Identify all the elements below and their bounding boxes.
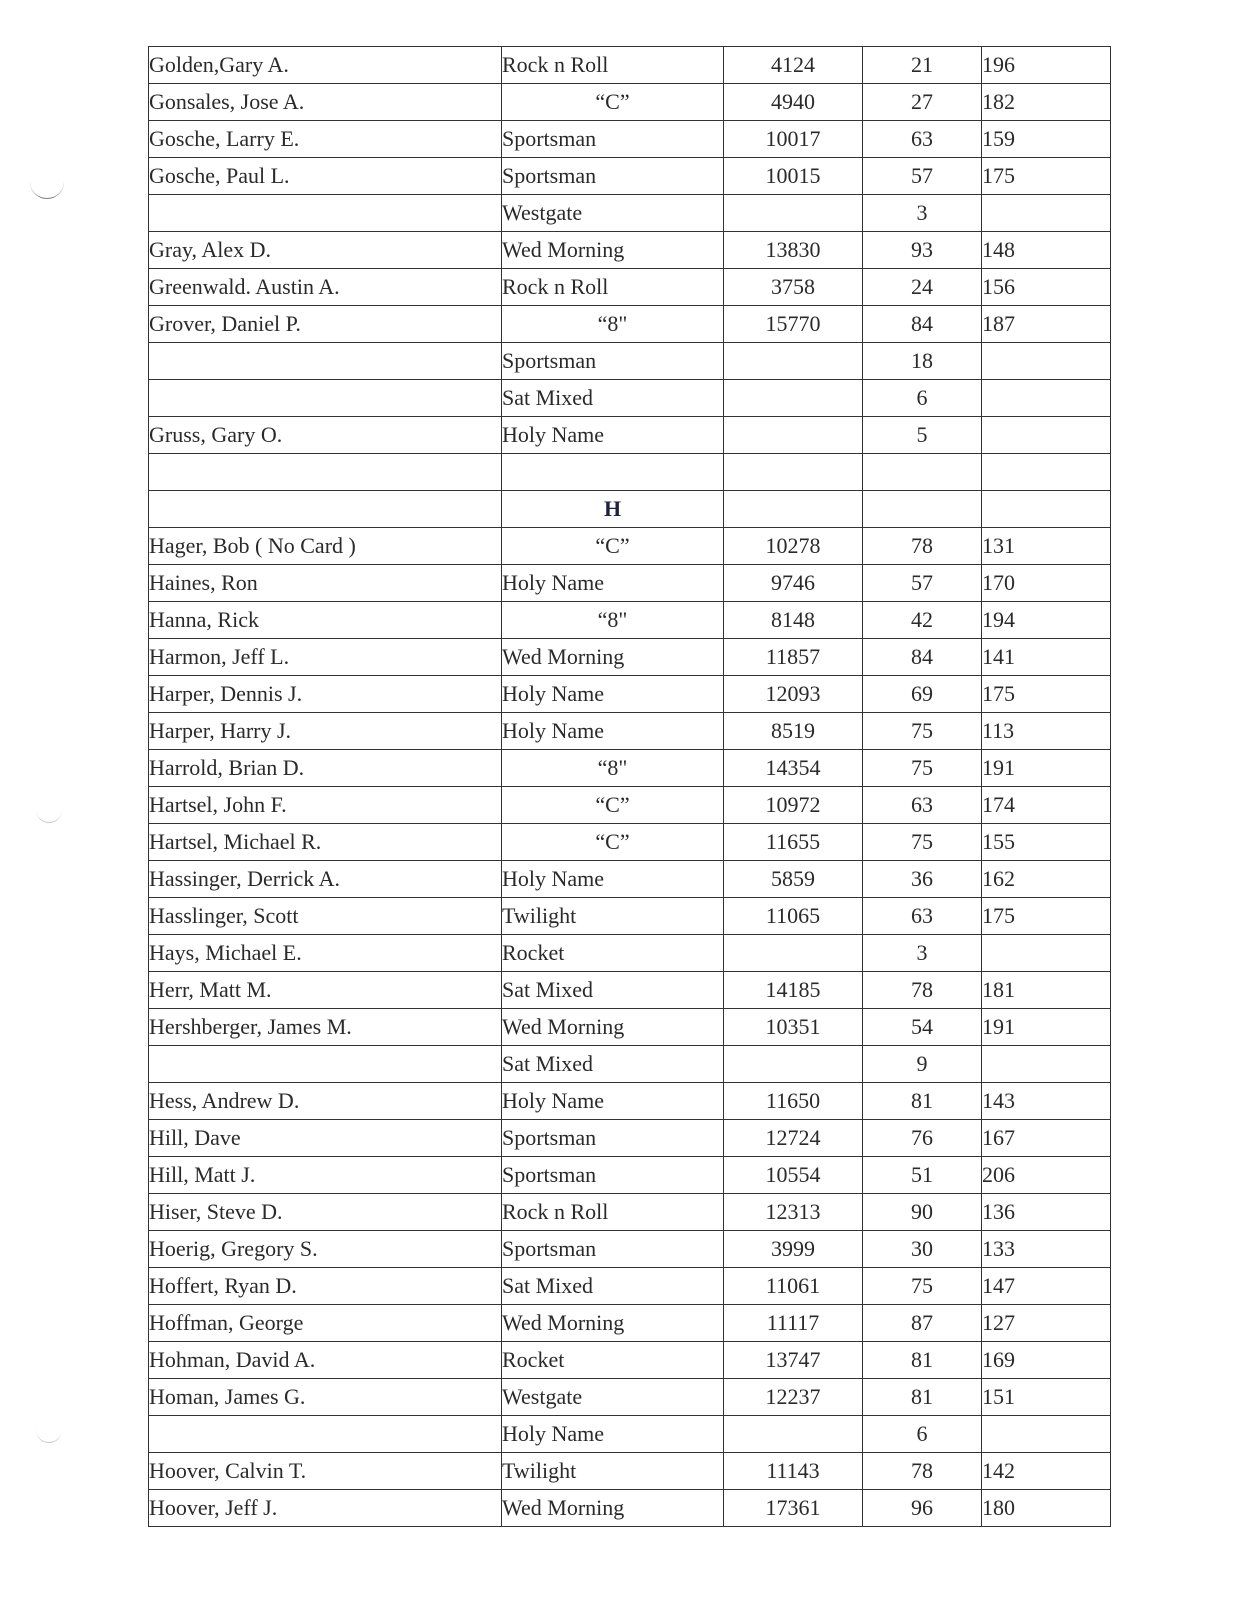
average-cell: 142 bbox=[982, 1453, 1111, 1490]
total-pins-cell: 8519 bbox=[724, 713, 863, 750]
average-cell: 182 bbox=[982, 84, 1111, 121]
total-pins-cell: 14354 bbox=[724, 750, 863, 787]
table-row bbox=[149, 84, 1111, 121]
table-row bbox=[149, 1305, 1111, 1342]
total-pins-cell: 5859 bbox=[724, 861, 863, 898]
average-cell bbox=[982, 1046, 1111, 1083]
total-pins-cell: 4124 bbox=[724, 47, 863, 84]
table-row bbox=[149, 1009, 1111, 1046]
total-pins-cell: 17361 bbox=[724, 1490, 863, 1527]
league-cell: Holy Name bbox=[502, 417, 724, 454]
average-cell bbox=[982, 195, 1111, 232]
league-cell: “8" bbox=[502, 750, 724, 787]
games-cell: 75 bbox=[863, 824, 982, 861]
bowler-name-cell: Harrold, Brian D. bbox=[149, 750, 502, 787]
roster-body bbox=[149, 47, 1111, 1527]
average-cell: 175 bbox=[982, 898, 1111, 935]
table-row bbox=[149, 1046, 1111, 1083]
total-pins-cell bbox=[724, 417, 863, 454]
table-row bbox=[149, 528, 1111, 565]
table-row bbox=[149, 195, 1111, 232]
bowler-name-cell: Hoover, Jeff J. bbox=[149, 1490, 502, 1527]
games-cell: 63 bbox=[863, 121, 982, 158]
total-pins-cell: 11117 bbox=[724, 1305, 863, 1342]
average-cell: 174 bbox=[982, 787, 1111, 824]
total-pins-cell: 11065 bbox=[724, 898, 863, 935]
bowler-name-cell bbox=[149, 1416, 502, 1453]
table-row bbox=[149, 1342, 1111, 1379]
total-pins-cell: 12313 bbox=[724, 1194, 863, 1231]
league-cell: Holy Name bbox=[502, 713, 724, 750]
league-cell: Holy Name bbox=[502, 565, 724, 602]
average-cell bbox=[982, 491, 1111, 528]
bowler-name-cell: Hassinger, Derrick A. bbox=[149, 861, 502, 898]
league-cell: Sportsman bbox=[502, 158, 724, 195]
average-cell: 156 bbox=[982, 269, 1111, 306]
average-cell: 133 bbox=[982, 1231, 1111, 1268]
bowler-name-cell: Gonsales, Jose A. bbox=[149, 84, 502, 121]
league-cell: “C” bbox=[502, 84, 724, 121]
bowler-name-cell: Hartsel, Michael R. bbox=[149, 824, 502, 861]
total-pins-cell: 10278 bbox=[724, 528, 863, 565]
league-cell: Sportsman bbox=[502, 1157, 724, 1194]
league-cell: Sportsman bbox=[502, 343, 724, 380]
games-cell: 69 bbox=[863, 676, 982, 713]
bowler-name-cell bbox=[149, 380, 502, 417]
table-row bbox=[149, 898, 1111, 935]
games-cell: 78 bbox=[863, 528, 982, 565]
league-cell: Sat Mixed bbox=[502, 972, 724, 1009]
games-cell: 9 bbox=[863, 1046, 982, 1083]
league-cell: “C” bbox=[502, 824, 724, 861]
table-row bbox=[149, 1194, 1111, 1231]
league-cell: Sat Mixed bbox=[502, 1046, 724, 1083]
table-row bbox=[149, 565, 1111, 602]
table-row bbox=[149, 787, 1111, 824]
average-cell: 206 bbox=[982, 1157, 1111, 1194]
section-letter: H bbox=[502, 491, 724, 528]
bowler-name-cell: Hasslinger, Scott bbox=[149, 898, 502, 935]
bowler-name-cell: Harper, Dennis J. bbox=[149, 676, 502, 713]
league-cell: Sportsman bbox=[502, 121, 724, 158]
games-cell: 3 bbox=[863, 195, 982, 232]
table-row bbox=[149, 935, 1111, 972]
total-pins-cell: 10351 bbox=[724, 1009, 863, 1046]
average-cell: 191 bbox=[982, 750, 1111, 787]
total-pins-cell: 11857 bbox=[724, 639, 863, 676]
total-pins-cell: 3999 bbox=[724, 1231, 863, 1268]
games-cell: 6 bbox=[863, 380, 982, 417]
bowler-name-cell: Herr, Matt M. bbox=[149, 972, 502, 1009]
average-cell: 113 bbox=[982, 713, 1111, 750]
bowler-name-cell: Homan, James G. bbox=[149, 1379, 502, 1416]
total-pins-cell bbox=[724, 1046, 863, 1083]
bowler-name-cell bbox=[149, 195, 502, 232]
total-pins-cell: 14185 bbox=[724, 972, 863, 1009]
games-cell: 42 bbox=[863, 602, 982, 639]
bowler-name-cell: Hanna, Rick bbox=[149, 602, 502, 639]
table-row bbox=[149, 269, 1111, 306]
total-pins-cell: 8148 bbox=[724, 602, 863, 639]
bowler-name-cell: Harmon, Jeff L. bbox=[149, 639, 502, 676]
average-cell bbox=[982, 1416, 1111, 1453]
league-cell: Rocket bbox=[502, 935, 724, 972]
table-row bbox=[149, 602, 1111, 639]
games-cell: 18 bbox=[863, 343, 982, 380]
bowler-name-cell: Gosche, Larry E. bbox=[149, 121, 502, 158]
games-cell: 54 bbox=[863, 1009, 982, 1046]
total-pins-cell: 10972 bbox=[724, 787, 863, 824]
bowler-name-cell: Haines, Ron bbox=[149, 565, 502, 602]
hole-punch-mark bbox=[36, 810, 62, 823]
table-row bbox=[149, 454, 1111, 491]
bowler-name-cell: Hill, Matt J. bbox=[149, 1157, 502, 1194]
total-pins-cell bbox=[724, 343, 863, 380]
average-cell: 175 bbox=[982, 676, 1111, 713]
total-pins-cell: 12237 bbox=[724, 1379, 863, 1416]
total-pins-cell: 10017 bbox=[724, 121, 863, 158]
table-row bbox=[149, 306, 1111, 343]
games-cell: 57 bbox=[863, 158, 982, 195]
total-pins-cell: 13830 bbox=[724, 232, 863, 269]
games-cell: 36 bbox=[863, 861, 982, 898]
games-cell: 30 bbox=[863, 1231, 982, 1268]
games-cell: 75 bbox=[863, 750, 982, 787]
league-cell: Wed Morning bbox=[502, 1490, 724, 1527]
bowler-roster-table bbox=[148, 46, 1111, 1527]
average-cell: 170 bbox=[982, 565, 1111, 602]
league-cell: Rocket bbox=[502, 1342, 724, 1379]
total-pins-cell bbox=[724, 195, 863, 232]
table-row bbox=[149, 343, 1111, 380]
bowler-name-cell: Hartsel, John F. bbox=[149, 787, 502, 824]
league-cell: “C” bbox=[502, 528, 724, 565]
games-cell: 76 bbox=[863, 1120, 982, 1157]
bowler-name-cell: Gosche, Paul L. bbox=[149, 158, 502, 195]
average-cell: 131 bbox=[982, 528, 1111, 565]
table-row bbox=[149, 713, 1111, 750]
average-cell: 127 bbox=[982, 1305, 1111, 1342]
league-cell: Rock n Roll bbox=[502, 1194, 724, 1231]
games-cell: 51 bbox=[863, 1157, 982, 1194]
average-cell: 143 bbox=[982, 1083, 1111, 1120]
total-pins-cell bbox=[724, 454, 863, 491]
total-pins-cell: 15770 bbox=[724, 306, 863, 343]
league-cell: Sportsman bbox=[502, 1120, 724, 1157]
league-cell: Twilight bbox=[502, 898, 724, 935]
average-cell: 136 bbox=[982, 1194, 1111, 1231]
average-cell: 194 bbox=[982, 602, 1111, 639]
bowler-name-cell: Gruss, Gary O. bbox=[149, 417, 502, 454]
games-cell: 24 bbox=[863, 269, 982, 306]
total-pins-cell bbox=[724, 380, 863, 417]
bowler-name-cell: Hager, Bob ( No Card ) bbox=[149, 528, 502, 565]
bowler-name-cell bbox=[149, 454, 502, 491]
games-cell: 93 bbox=[863, 232, 982, 269]
table-row bbox=[149, 417, 1111, 454]
games-cell: 81 bbox=[863, 1083, 982, 1120]
league-cell: Rock n Roll bbox=[502, 269, 724, 306]
average-cell: 155 bbox=[982, 824, 1111, 861]
games-cell: 75 bbox=[863, 713, 982, 750]
bowler-name-cell: Hoffman, George bbox=[149, 1305, 502, 1342]
total-pins-cell: 11655 bbox=[724, 824, 863, 861]
average-cell: 147 bbox=[982, 1268, 1111, 1305]
bowler-name-cell: Hoffert, Ryan D. bbox=[149, 1268, 502, 1305]
table-row bbox=[149, 47, 1111, 84]
bowler-name-cell bbox=[149, 491, 502, 528]
bowler-name-cell: Gray, Alex D. bbox=[149, 232, 502, 269]
table-row bbox=[149, 1379, 1111, 1416]
total-pins-cell bbox=[724, 1416, 863, 1453]
average-cell: 141 bbox=[982, 639, 1111, 676]
table-row bbox=[149, 1416, 1111, 1453]
hole-punch-mark bbox=[36, 1430, 62, 1443]
average-cell: 159 bbox=[982, 121, 1111, 158]
league-cell: “8" bbox=[502, 306, 724, 343]
bowler-name-cell bbox=[149, 1046, 502, 1083]
bowler-name-cell: Golden,Gary A. bbox=[149, 47, 502, 84]
league-cell: Westgate bbox=[502, 195, 724, 232]
bowler-name-cell: Hershberger, James M. bbox=[149, 1009, 502, 1046]
league-cell: Wed Morning bbox=[502, 639, 724, 676]
total-pins-cell: 3758 bbox=[724, 269, 863, 306]
table-row bbox=[149, 1490, 1111, 1527]
league-cell: Rock n Roll bbox=[502, 47, 724, 84]
league-cell bbox=[502, 454, 724, 491]
average-cell: 196 bbox=[982, 47, 1111, 84]
league-cell: Wed Morning bbox=[502, 232, 724, 269]
bowler-name-cell: Hiser, Steve D. bbox=[149, 1194, 502, 1231]
average-cell bbox=[982, 935, 1111, 972]
table-row bbox=[149, 824, 1111, 861]
table-row bbox=[149, 121, 1111, 158]
games-cell: 3 bbox=[863, 935, 982, 972]
games-cell: 84 bbox=[863, 306, 982, 343]
league-cell: Wed Morning bbox=[502, 1009, 724, 1046]
table-row bbox=[149, 861, 1111, 898]
average-cell: 187 bbox=[982, 306, 1111, 343]
league-cell: Sat Mixed bbox=[502, 380, 724, 417]
games-cell: 78 bbox=[863, 1453, 982, 1490]
games-cell: 81 bbox=[863, 1379, 982, 1416]
league-cell: Holy Name bbox=[502, 1416, 724, 1453]
average-cell bbox=[982, 380, 1111, 417]
league-cell: Westgate bbox=[502, 1379, 724, 1416]
total-pins-cell: 10554 bbox=[724, 1157, 863, 1194]
table-row bbox=[149, 1231, 1111, 1268]
average-cell: 167 bbox=[982, 1120, 1111, 1157]
games-cell: 5 bbox=[863, 417, 982, 454]
total-pins-cell: 13747 bbox=[724, 1342, 863, 1379]
total-pins-cell: 12724 bbox=[724, 1120, 863, 1157]
games-cell: 81 bbox=[863, 1342, 982, 1379]
games-cell: 87 bbox=[863, 1305, 982, 1342]
table-row bbox=[149, 1083, 1111, 1120]
bowler-name-cell: Hoerig, Gregory S. bbox=[149, 1231, 502, 1268]
total-pins-cell: 4940 bbox=[724, 84, 863, 121]
bowler-name-cell: Hohman, David A. bbox=[149, 1342, 502, 1379]
average-cell: 191 bbox=[982, 1009, 1111, 1046]
league-cell: “C” bbox=[502, 787, 724, 824]
average-cell bbox=[982, 454, 1111, 491]
league-cell: Holy Name bbox=[502, 1083, 724, 1120]
games-cell: 6 bbox=[863, 1416, 982, 1453]
average-cell: 181 bbox=[982, 972, 1111, 1009]
bowler-name-cell: Hays, Michael E. bbox=[149, 935, 502, 972]
table-row bbox=[149, 1157, 1111, 1194]
average-cell: 169 bbox=[982, 1342, 1111, 1379]
bowler-name-cell: Harper, Harry J. bbox=[149, 713, 502, 750]
games-cell: 27 bbox=[863, 84, 982, 121]
games-cell: 21 bbox=[863, 47, 982, 84]
table-row bbox=[149, 1453, 1111, 1490]
games-cell: 90 bbox=[863, 1194, 982, 1231]
league-cell: Holy Name bbox=[502, 861, 724, 898]
table-row bbox=[149, 972, 1111, 1009]
bowler-name-cell: Grover, Daniel P. bbox=[149, 306, 502, 343]
total-pins-cell: 11650 bbox=[724, 1083, 863, 1120]
average-cell bbox=[982, 417, 1111, 454]
league-cell: Wed Morning bbox=[502, 1305, 724, 1342]
total-pins-cell: 10015 bbox=[724, 158, 863, 195]
bowler-name-cell: Greenwald. Austin A. bbox=[149, 269, 502, 306]
table-row bbox=[149, 676, 1111, 713]
table-row bbox=[149, 380, 1111, 417]
average-cell: 180 bbox=[982, 1490, 1111, 1527]
league-cell: “8" bbox=[502, 602, 724, 639]
table-row bbox=[149, 1120, 1111, 1157]
bowler-name-cell: Hoover, Calvin T. bbox=[149, 1453, 502, 1490]
games-cell bbox=[863, 491, 982, 528]
section-header-row bbox=[149, 491, 1111, 528]
table-row bbox=[149, 750, 1111, 787]
average-cell: 175 bbox=[982, 158, 1111, 195]
total-pins-cell bbox=[724, 491, 863, 528]
games-cell: 63 bbox=[863, 787, 982, 824]
total-pins-cell: 11061 bbox=[724, 1268, 863, 1305]
bowler-name-cell: Hill, Dave bbox=[149, 1120, 502, 1157]
average-cell: 148 bbox=[982, 232, 1111, 269]
table-row bbox=[149, 158, 1111, 195]
league-cell: Holy Name bbox=[502, 676, 724, 713]
total-pins-cell bbox=[724, 935, 863, 972]
total-pins-cell: 9746 bbox=[724, 565, 863, 602]
hole-punch-mark bbox=[30, 178, 64, 199]
table-row bbox=[149, 1268, 1111, 1305]
games-cell: 63 bbox=[863, 898, 982, 935]
bowler-name-cell bbox=[149, 343, 502, 380]
average-cell bbox=[982, 343, 1111, 380]
games-cell: 78 bbox=[863, 972, 982, 1009]
table-row bbox=[149, 232, 1111, 269]
games-cell: 57 bbox=[863, 565, 982, 602]
league-cell: Twilight bbox=[502, 1453, 724, 1490]
average-cell: 162 bbox=[982, 861, 1111, 898]
games-cell bbox=[863, 454, 982, 491]
league-cell: Sportsman bbox=[502, 1231, 724, 1268]
league-cell: Sat Mixed bbox=[502, 1268, 724, 1305]
games-cell: 75 bbox=[863, 1268, 982, 1305]
average-cell: 151 bbox=[982, 1379, 1111, 1416]
total-pins-cell: 12093 bbox=[724, 676, 863, 713]
games-cell: 96 bbox=[863, 1490, 982, 1527]
games-cell: 84 bbox=[863, 639, 982, 676]
bowler-name-cell: Hess, Andrew D. bbox=[149, 1083, 502, 1120]
total-pins-cell: 11143 bbox=[724, 1453, 863, 1490]
table-row bbox=[149, 639, 1111, 676]
